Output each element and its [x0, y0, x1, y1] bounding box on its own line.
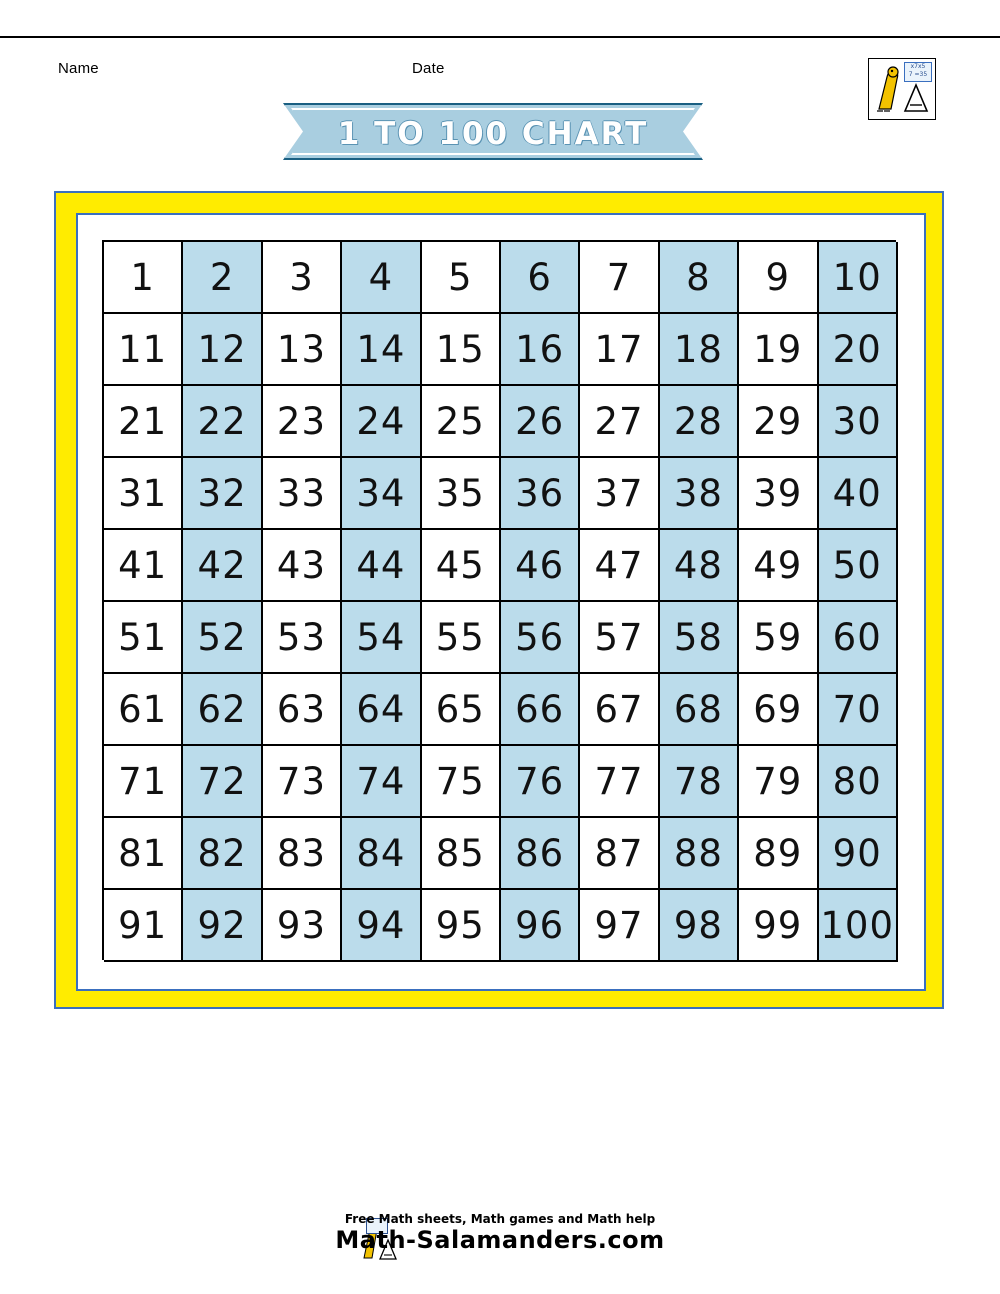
chart-cell: 20 — [819, 314, 898, 386]
chart-cell: 88 — [660, 818, 739, 890]
chart-cell: 84 — [342, 818, 421, 890]
chart-cell: 29 — [739, 386, 818, 458]
chart-cell: 94 — [342, 890, 421, 962]
chart-cell: 23 — [263, 386, 342, 458]
chart-cell: 10 — [819, 242, 898, 314]
chart-cell: 75 — [422, 746, 501, 818]
chart-cell: 5 — [422, 242, 501, 314]
footer — [0, 1212, 1000, 1254]
math-salamanders-logo — [868, 58, 936, 120]
chart-cell: 73 — [263, 746, 342, 818]
chart-cell: 68 — [660, 674, 739, 746]
chart-cell: 2 — [183, 242, 262, 314]
chart-cell: 28 — [660, 386, 739, 458]
chart-cell: 64 — [342, 674, 421, 746]
chart-cell: 6 — [501, 242, 580, 314]
chart-cell: 19 — [739, 314, 818, 386]
chart-cell: 38 — [660, 458, 739, 530]
chart-cell: 92 — [183, 890, 262, 962]
chart-cell: 69 — [739, 674, 818, 746]
logo-badge-line2: 7 =35 — [908, 71, 928, 78]
chart-cell: 65 — [422, 674, 501, 746]
chart-cell: 91 — [104, 890, 183, 962]
chart-cell: 24 — [342, 386, 421, 458]
title-banner — [283, 103, 703, 160]
chart-cell: 61 — [104, 674, 183, 746]
chart-cell: 90 — [819, 818, 898, 890]
chart-cell: 55 — [422, 602, 501, 674]
chart-cell: 25 — [422, 386, 501, 458]
page-top-rule — [0, 36, 1000, 38]
chart-cell: 78 — [660, 746, 739, 818]
chart-cell: 99 — [739, 890, 818, 962]
chart-cell: 97 — [580, 890, 659, 962]
chart-cell: 72 — [183, 746, 262, 818]
footer-site: Math-Salamanders.com — [335, 1226, 665, 1254]
chart-cell: 74 — [342, 746, 421, 818]
chart-cell: 82 — [183, 818, 262, 890]
chart-cell: 58 — [660, 602, 739, 674]
chart-cell: 52 — [183, 602, 262, 674]
chart-cell: 70 — [819, 674, 898, 746]
chart-cell: 36 — [501, 458, 580, 530]
chart-cell: 80 — [819, 746, 898, 818]
chart-cell: 51 — [104, 602, 183, 674]
chart-cell: 45 — [422, 530, 501, 602]
chart-cell: 33 — [263, 458, 342, 530]
chart-cell: 76 — [501, 746, 580, 818]
chart-cell: 53 — [263, 602, 342, 674]
chart-cell: 79 — [739, 746, 818, 818]
chart-cell: 37 — [580, 458, 659, 530]
chart-cell: 50 — [819, 530, 898, 602]
chart-cell: 16 — [501, 314, 580, 386]
chart-cell: 89 — [739, 818, 818, 890]
chart-cell: 81 — [104, 818, 183, 890]
chart-cell: 43 — [263, 530, 342, 602]
chart-cell: 87 — [580, 818, 659, 890]
chart-cell: 35 — [422, 458, 501, 530]
chart-cell: 83 — [263, 818, 342, 890]
chart-cell: 93 — [263, 890, 342, 962]
chart-cell: 26 — [501, 386, 580, 458]
chart-cell: 32 — [183, 458, 262, 530]
chart-cell: 14 — [342, 314, 421, 386]
chart-cell: 85 — [422, 818, 501, 890]
chart-cell: 62 — [183, 674, 262, 746]
chart-cell: 39 — [739, 458, 818, 530]
chart-cell: 63 — [263, 674, 342, 746]
chart-cell: 4 — [342, 242, 421, 314]
chart-cell: 34 — [342, 458, 421, 530]
chart-cell: 71 — [104, 746, 183, 818]
chart-cell: 49 — [739, 530, 818, 602]
chart-cell: 42 — [183, 530, 262, 602]
chart-cell: 12 — [183, 314, 262, 386]
chart-cell: 30 — [819, 386, 898, 458]
chart-cell: 56 — [501, 602, 580, 674]
chart-cell: 41 — [104, 530, 183, 602]
logo-badge — [904, 62, 932, 82]
chart-cell: 59 — [739, 602, 818, 674]
hundred-chart-grid — [102, 240, 896, 960]
chart-cell: 48 — [660, 530, 739, 602]
chart-cell: 44 — [342, 530, 421, 602]
chart-cell: 54 — [342, 602, 421, 674]
chart-cell: 1 — [104, 242, 183, 314]
chart-cell: 67 — [580, 674, 659, 746]
chart-cell: 11 — [104, 314, 183, 386]
chart-cell: 17 — [580, 314, 659, 386]
chart-cell: 31 — [104, 458, 183, 530]
chart-cell: 95 — [422, 890, 501, 962]
chart-cell: 66 — [501, 674, 580, 746]
logo-badge-line1: x7x5 — [910, 63, 926, 70]
chart-cell: 21 — [104, 386, 183, 458]
chart-cell: 47 — [580, 530, 659, 602]
chart-cell: 96 — [501, 890, 580, 962]
chart-cell: 7 — [580, 242, 659, 314]
chart-cell: 8 — [660, 242, 739, 314]
page-title: 1 TO 100 CHART — [337, 116, 649, 152]
chart-cell: 98 — [660, 890, 739, 962]
chart-cell: 22 — [183, 386, 262, 458]
chart-cell: 15 — [422, 314, 501, 386]
chart-cell: 100 — [819, 890, 898, 962]
name-label: Name — [58, 60, 99, 77]
chart-cell: 18 — [660, 314, 739, 386]
chart-cell: 46 — [501, 530, 580, 602]
chart-cell: 57 — [580, 602, 659, 674]
chart-cell: 40 — [819, 458, 898, 530]
chart-cell: 60 — [819, 602, 898, 674]
footer-tagline: Free Math sheets, Math games and Math help — [344, 1212, 656, 1226]
chart-cell: 77 — [580, 746, 659, 818]
chart-cell: 9 — [739, 242, 818, 314]
chart-cell: 3 — [263, 242, 342, 314]
chart-cell: 86 — [501, 818, 580, 890]
chart-cell: 27 — [580, 386, 659, 458]
date-label: Date — [412, 60, 445, 77]
chart-cell: 13 — [263, 314, 342, 386]
